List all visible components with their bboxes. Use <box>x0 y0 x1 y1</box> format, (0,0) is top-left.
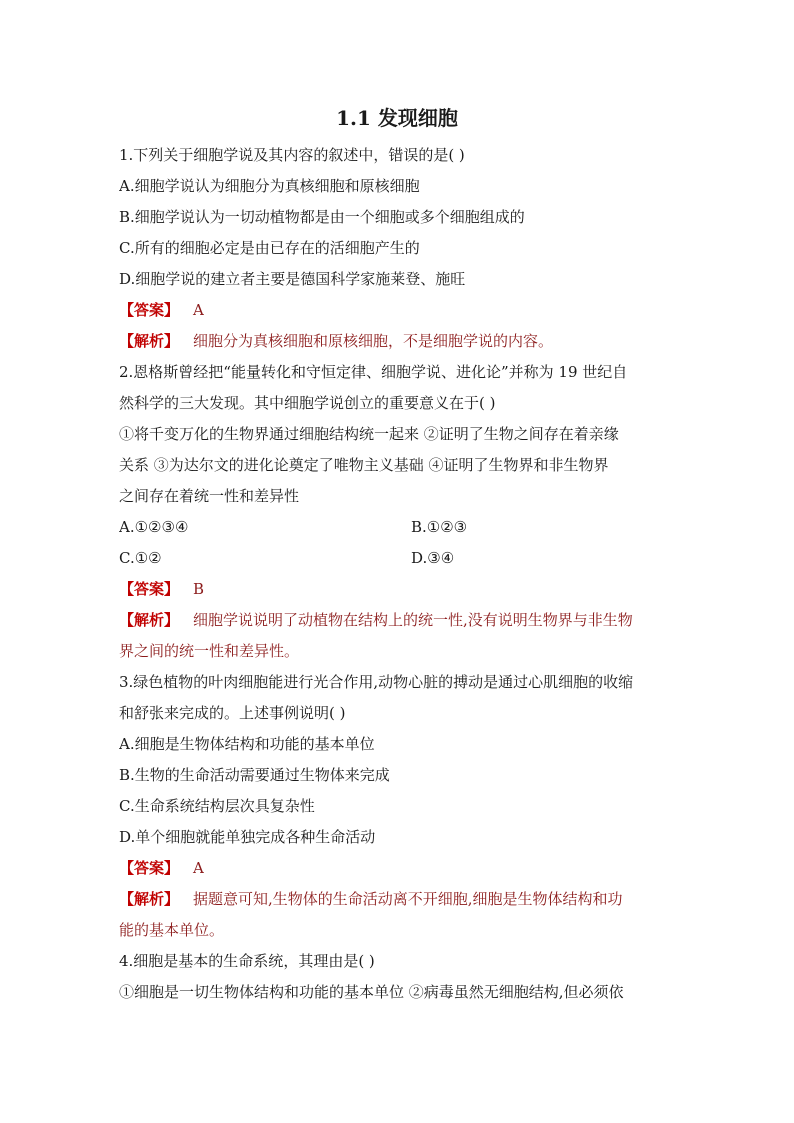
question-content <box>119 140 675 1008</box>
q2-analysis-line-1 <box>119 605 675 636</box>
q2-stem-line-1: 2.恩格斯曾经把“能量转化和守恒定律、细胞学说、进化论”并称为 19 世纪自 <box>119 363 628 381</box>
q3-option-c: C.生命系统结构层次具复杂性 <box>119 797 315 815</box>
q3-stem-line-1: 3.绿色植物的叶肉细胞能进行光合作用,动物心脏的搏动是通过心肌细胞的收缩 <box>119 673 634 691</box>
analysis-text: 据题意可知,生物体的生命活动离不开细胞,细胞是生物体结构和功 <box>193 890 623 908</box>
q2-options-row-2 <box>119 543 675 574</box>
q1-answer <box>119 295 675 326</box>
q2-option-b: B.①②③ <box>411 518 468 536</box>
q2-option-a: A.①②③④ <box>119 518 189 536</box>
analysis-tag: 【解析】 <box>119 611 180 629</box>
q1-option-b: B.细胞学说认为一切动植物都是由一个细胞或多个细胞组成的 <box>119 208 525 226</box>
q3-analysis-line-2: 能的基本单位。 <box>119 921 225 939</box>
q2-answer <box>119 574 675 605</box>
q2-option-d: D.③④ <box>411 549 455 567</box>
q2-items-line-1: ①将千变万化的生物界通过细胞结构统一起来 ②证明了生物之间存在着亲缘 <box>119 425 619 443</box>
q1-analysis <box>119 326 675 357</box>
q1-stem: 1.下列关于细胞学说及其内容的叙述中，错误的是( ) <box>119 146 465 164</box>
q1-option-c: C.所有的细胞必定是由已存在的活细胞产生的 <box>119 239 420 257</box>
q3-option-a: A.细胞是生物体结构和功能的基本单位 <box>119 735 375 753</box>
q4-stem: 4.细胞是基本的生命系统，其理由是( ) <box>119 952 375 970</box>
q3-option-d: D.单个细胞就能单独完成各种生命活动 <box>119 828 376 846</box>
analysis-tag: 【解析】 <box>119 890 180 908</box>
q3-option-b: B.生物的生命活动需要通过生物体来完成 <box>119 766 390 784</box>
answer-tag: 【答案】 <box>119 859 180 877</box>
analysis-text: 细胞学说说明了动植物在结构上的统一性,没有说明生物界与非生物 <box>193 611 633 629</box>
q4-items-line-1: ①细胞是一切生物体结构和功能的基本单位 ②病毒虽然无细胞结构,但必须依 <box>119 983 624 1001</box>
analysis-tag: 【解析】 <box>119 332 180 350</box>
q3-stem-line-2: 和舒张来完成的。上述事例说明( ) <box>119 704 346 722</box>
q2-analysis-line-2: 界之间的统一性和差异性。 <box>119 642 300 660</box>
answer-value: A <box>193 301 204 319</box>
q2-options-row-1 <box>119 512 675 543</box>
answer-tag: 【答案】 <box>119 580 180 598</box>
q2-items-line-3: 之间存在着统一性和差异性 <box>119 487 300 505</box>
answer-value: B <box>193 580 205 598</box>
q3-answer <box>119 853 675 884</box>
q2-items-line-2: 关系 ③为达尔文的进化论奠定了唯物主义基础 ④证明了生物界和非生物界 <box>119 456 609 474</box>
q2-option-c: C.①② <box>119 549 162 567</box>
answer-value: A <box>193 859 204 877</box>
q1-option-d: D.细胞学说的建立者主要是德国科学家施莱登、施旺 <box>119 270 466 288</box>
answer-tag: 【答案】 <box>119 301 180 319</box>
analysis-text: 细胞分为真核细胞和原核细胞，不是细胞学说的内容。 <box>193 332 554 350</box>
q1-option-a: A.细胞学说认为细胞分为真核细胞和原核细胞 <box>119 177 420 195</box>
q2-stem-line-2: 然科学的三大发现。其中细胞学说创立的重要意义在于( ) <box>119 394 496 412</box>
q3-analysis-line-1 <box>119 884 675 915</box>
page-title: 1.1 发现细胞 <box>336 106 458 130</box>
